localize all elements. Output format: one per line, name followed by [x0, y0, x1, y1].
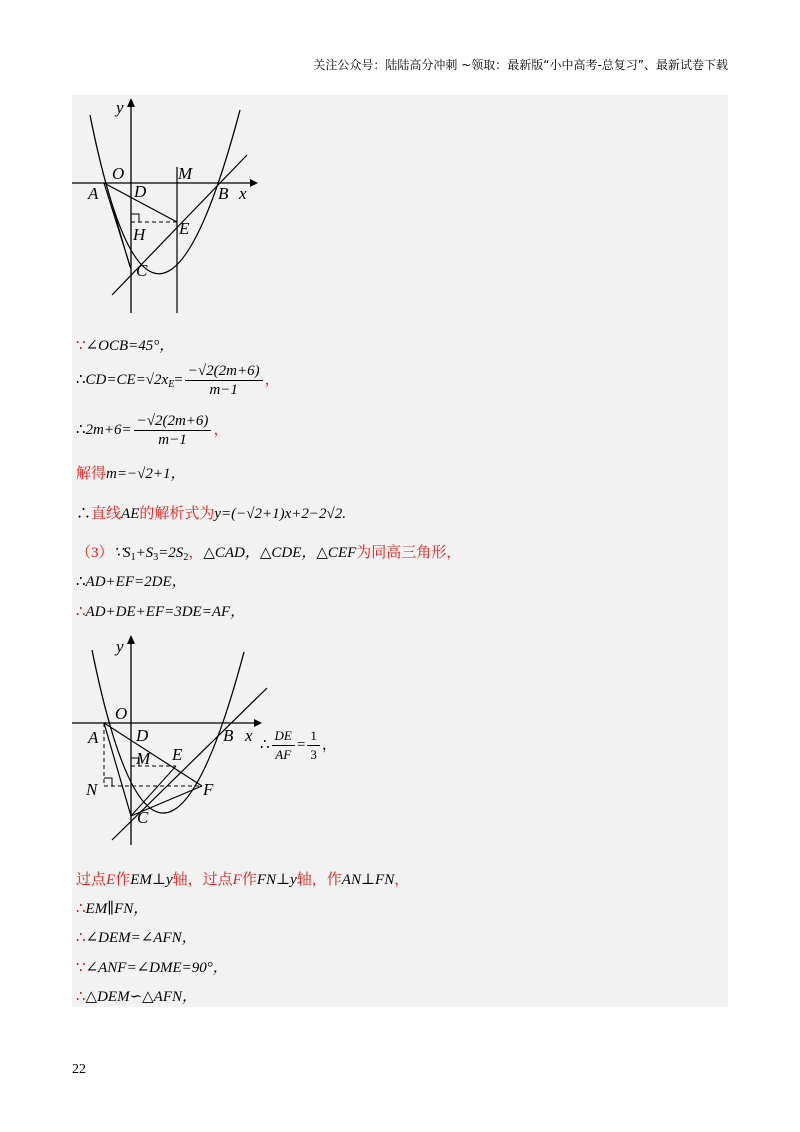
- line-ratio: ∴ $\frac{DE}{AF}$ = $\frac{1}{3}$ ，: [260, 728, 337, 762]
- figure-parabola-2: [72, 630, 272, 850]
- line-angle-ocb: ∵∠OCB=45°，: [76, 338, 175, 354]
- page-header: 关注公众号：陆陆高分冲刺 ~领取：最新版“小中高考-总复习”、最新试卷下载: [313, 58, 728, 72]
- fig2-label-M: M: [136, 749, 151, 768]
- fig1-label-D: D: [134, 182, 147, 201]
- page-number: 22: [72, 1062, 86, 1077]
- line-similar: ∴△DEM∽△AFN，: [76, 989, 198, 1005]
- fig2-label-x: x: [245, 726, 253, 745]
- line-ad-ef: ∴AD+EF=2DE，: [76, 574, 187, 590]
- fig2-label-F: F: [203, 780, 214, 799]
- fig2-label-C: C: [137, 808, 149, 827]
- line-part3: $(3)\because S_1+S_3=2S_2$，△CAD，△CDE，△CEF为同高三角形，: [76, 545, 462, 563]
- fig1-label-A: A: [88, 184, 99, 203]
- fig1-label-E: E: [179, 219, 190, 238]
- line-right-angles: ∵∠ANF=∠DME=90°，: [76, 960, 228, 976]
- fig1-label-C: C: [136, 261, 148, 280]
- fig2-label-N: N: [86, 780, 98, 799]
- fig1-label-O: O: [112, 164, 125, 183]
- fig2-label-B: B: [223, 726, 234, 745]
- fig2-label-A: A: [88, 728, 99, 747]
- line-equation-m: ∴2m+6= $\frac{-√2(2m+6)}{m-1}$ ，: [76, 413, 229, 448]
- fig2-label-D: D: [136, 726, 149, 745]
- line-solve-m: 解得m=−√2+1，: [76, 466, 186, 482]
- line-angle-equal: ∴∠DEM=∠AFN，: [76, 930, 197, 946]
- fig1-label-x: x: [239, 184, 247, 203]
- line-ae-expression: ∴直线AE的解析式为y=(−√2+1)x+2−2√2.: [76, 506, 347, 522]
- line-cd-ce: $\therefore CD=CE=√2x_E=$ $\frac{-√2(2m+6)}{m-1}$ ，: [76, 363, 280, 398]
- fig2-label-O: O: [115, 704, 128, 723]
- line-construct: 过点E作EM⊥y轴，过点F作FN⊥y轴，作AN⊥FN，: [76, 872, 410, 888]
- fig1-label-M: M: [178, 164, 193, 183]
- fraction-ce: $\frac{-√2(2m+6)}{m-1}$: [185, 362, 263, 399]
- fraction-de-af: $\frac{DE}{AF}$: [272, 727, 295, 764]
- fig1-label-B: B: [218, 184, 229, 203]
- fig2-label-E: E: [172, 745, 183, 764]
- figure-parabola-1: [72, 95, 272, 320]
- fig1-label-y: y: [116, 98, 124, 117]
- line-ad-de-ef: ∴AD+DE+EF=3DE=AF，: [76, 604, 246, 620]
- fraction-m: $\frac{-√2(2m+6)}{m-1}$: [134, 412, 212, 449]
- fig2-label-y: y: [116, 637, 124, 656]
- fraction-one-third: $\frac{1}{3}$: [307, 727, 320, 764]
- line-parallel: ∴EM∥FN，: [76, 901, 149, 917]
- fig1-label-H: H: [133, 225, 146, 244]
